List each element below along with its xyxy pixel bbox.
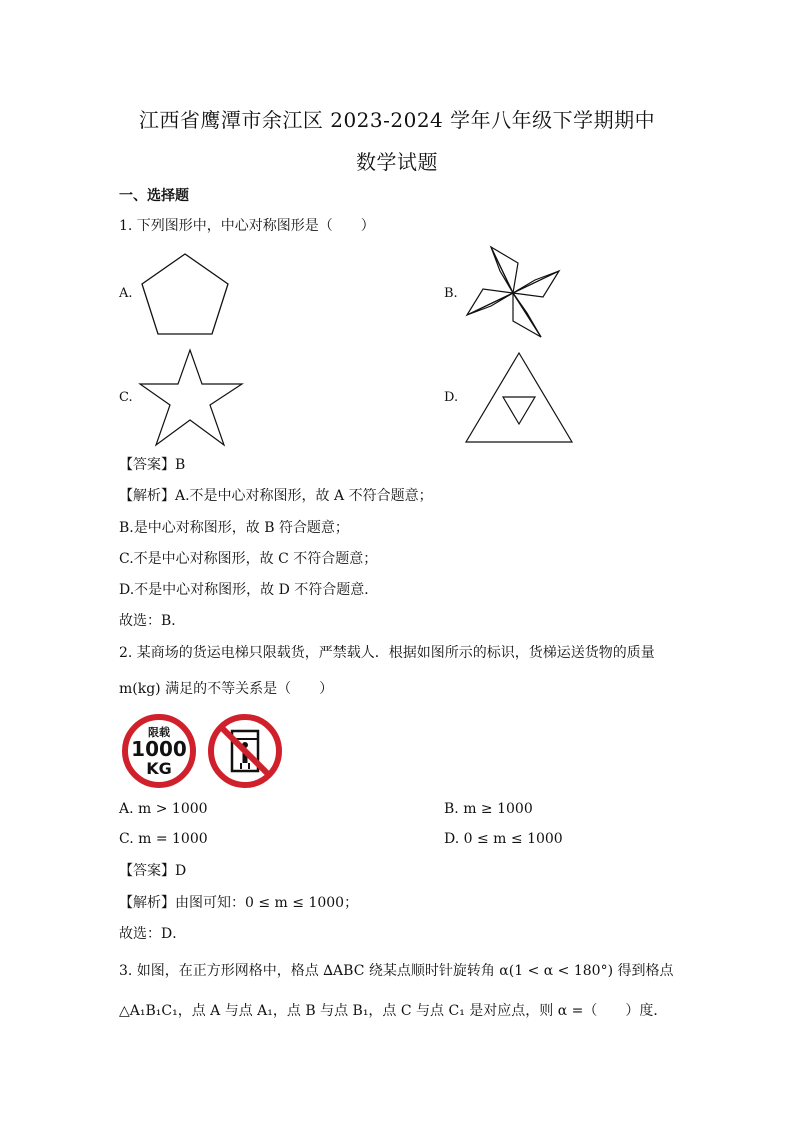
- sign-text-top: 限载: [148, 726, 170, 739]
- q2-option-c: C. m = 1000: [119, 831, 208, 847]
- q1-option-b-label: B.: [444, 286, 458, 301]
- q2-option-a: A. m > 1000: [119, 801, 208, 817]
- no-passenger-sign: [207, 713, 283, 789]
- q1-analysis-4: D.不是中心对称图形，故 D 不符合题意．: [119, 582, 379, 598]
- q3-stem-1: 3. 如图，在正方形网格中，格点 ∆ABC 绕某点顺时针旋转角 α(1 < α < 180°) 得到格点: [119, 963, 674, 979]
- q1-option-c-label: C.: [119, 390, 133, 405]
- q1-stem: 1. 下列图形中，中心对称图形是（ ）: [119, 218, 375, 234]
- q1-option-d-label: D.: [444, 390, 459, 405]
- q1-analysis-5: 故选：B．: [119, 613, 186, 629]
- section-heading: 一、选择题: [119, 188, 189, 204]
- sign-text-number: 1000: [131, 737, 187, 761]
- q2-answer: 【答案】D: [119, 863, 187, 879]
- nested-triangle-figure: [463, 350, 575, 445]
- pentagon-figure: [138, 250, 233, 340]
- title-line-1: 江西省鹰潭市余江区 2023-2024 学年八年级下学期期中: [138, 108, 656, 132]
- q2-analysis-1: 【解析】由图可知：0 ≤ m ≤ 1000；: [119, 895, 359, 911]
- q1-analysis-3: C.不是中心对称图形，故 C 不符合题意；: [119, 551, 378, 567]
- q1-analysis-1: 【解析】A.不是中心对称图形，故 A 不符合题意；: [119, 488, 433, 504]
- q1-option-a-label: A.: [119, 286, 133, 301]
- q2-stem-2: m(kg) 满足的不等关系是（ ）: [119, 681, 334, 697]
- q1-answer: 【答案】B: [119, 457, 186, 473]
- title-line-2: 数学试题: [356, 150, 438, 174]
- q2-option-b: B. m ≥ 1000: [444, 801, 533, 817]
- q2-option-d: D. 0 ≤ m ≤ 1000: [444, 831, 563, 847]
- star-figure: [138, 348, 248, 448]
- q2-analysis-2: 故选：D．: [119, 926, 187, 942]
- pinwheel-figure: [463, 245, 563, 340]
- q1-analysis-2: B.是中心对称图形，故 B 符合题意；: [119, 520, 349, 536]
- sign-text-unit: KG: [146, 759, 172, 778]
- q3-stem-2: △A₁B₁C₁，点 A 与点 A₁，点 B 与点 B₁，点 C 与点 C₁ 是对应点，则 α =（ ）度．: [119, 1003, 668, 1019]
- q2-stem-1: 2. 某商场的货运电梯只限载货，严禁载人．根据如图所示的标识，货梯运送货物的质量: [119, 645, 655, 661]
